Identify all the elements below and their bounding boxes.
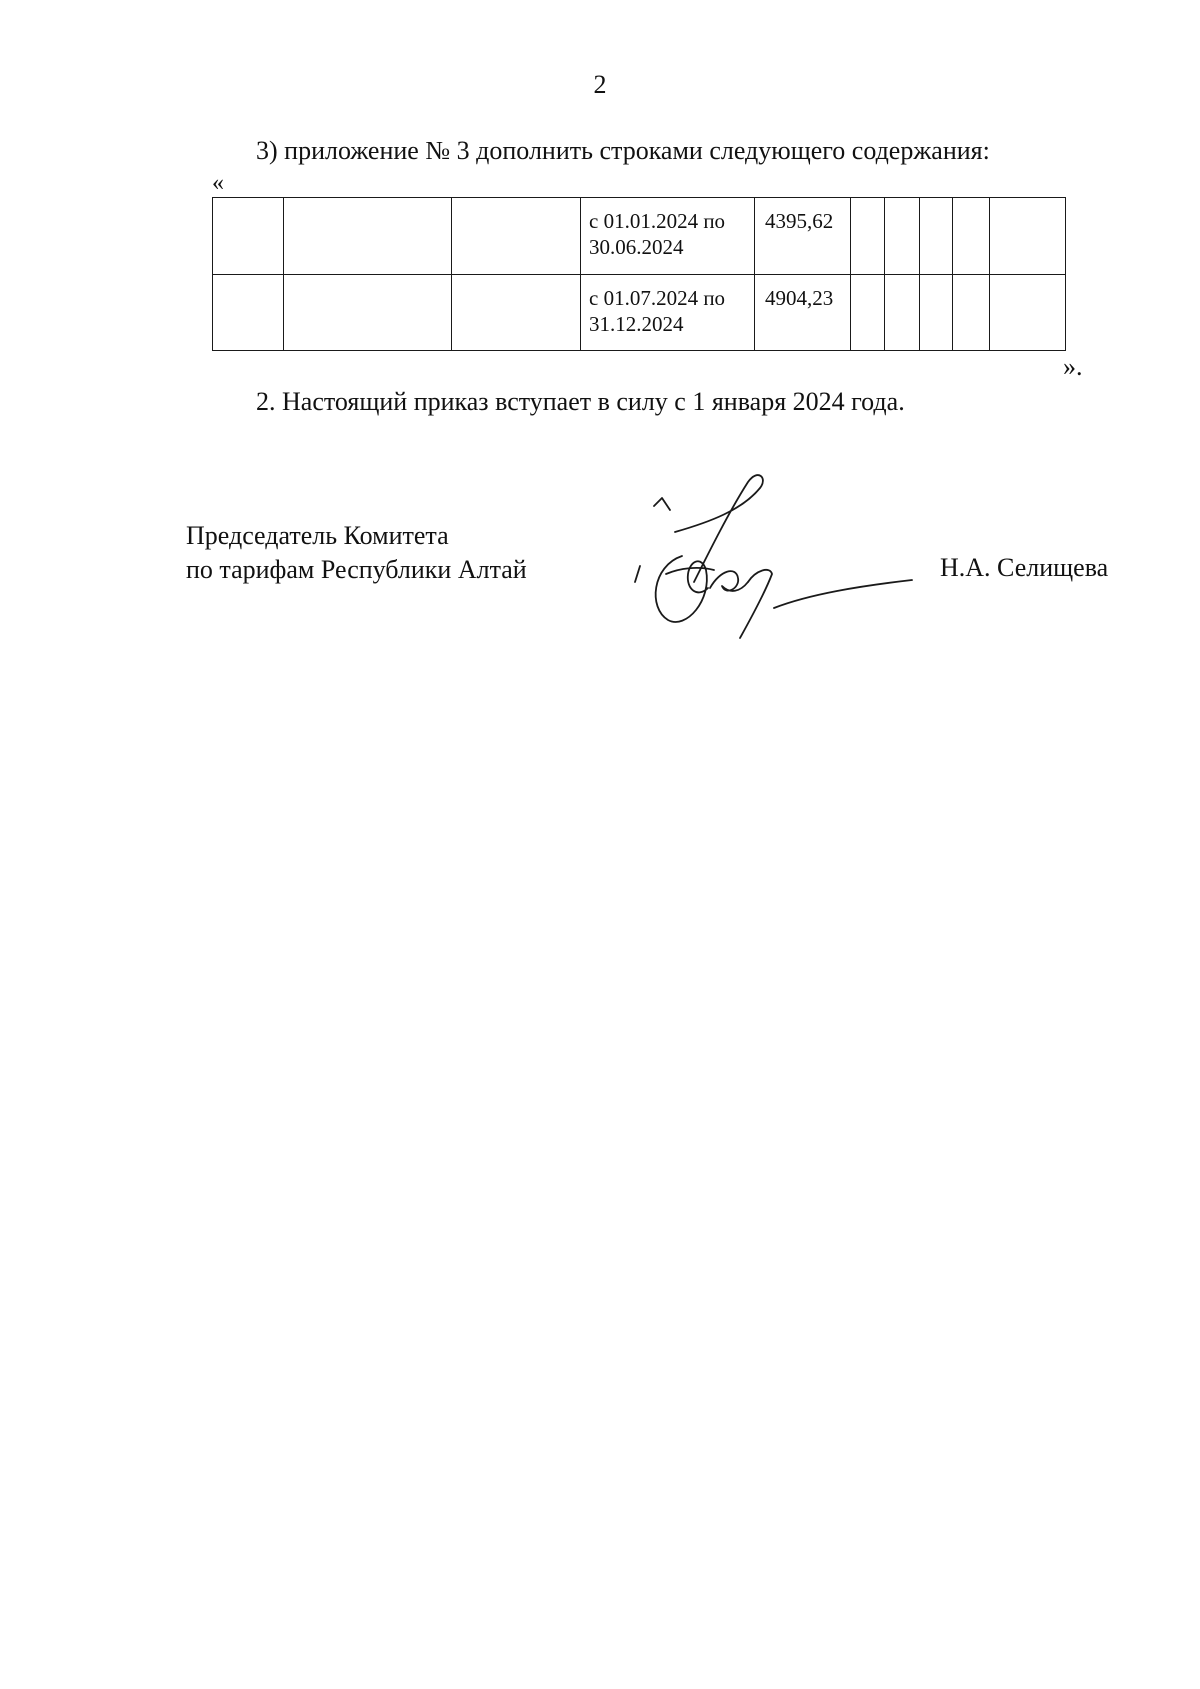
table-cell-empty xyxy=(885,274,920,351)
table-cell-empty xyxy=(851,274,885,351)
period-cell xyxy=(581,198,755,275)
table-cell-empty xyxy=(920,198,953,275)
period-cell xyxy=(581,274,755,351)
period-start: с 01.07.2024 по xyxy=(589,285,726,310)
signer-name: Н.А. Селищева xyxy=(940,553,1109,582)
table-cell-empty xyxy=(953,274,990,351)
tariff-value: 4904,23 xyxy=(755,274,851,351)
table-cell-empty xyxy=(452,274,581,351)
open-quote: « xyxy=(212,170,224,196)
table-cell-empty xyxy=(452,198,581,275)
close-quote: ». xyxy=(1063,352,1083,381)
amendment-intro: 3) приложение № 3 дополнить строками следующего содержания: xyxy=(256,136,990,165)
table-cell-empty xyxy=(920,274,953,351)
effective-date-paragraph: 2. Настоящий приказ вступает в силу с 1 января 2024 года. xyxy=(256,387,905,416)
period-start: с 01.01.2024 по xyxy=(589,209,726,233)
table-row xyxy=(213,198,1066,275)
signer-position xyxy=(186,519,527,587)
table-cell-empty xyxy=(990,274,1066,351)
table-cell-empty xyxy=(284,198,452,275)
page-number: 2 xyxy=(593,70,607,99)
table-row xyxy=(213,274,1066,351)
table-cell-empty xyxy=(213,198,284,275)
signer-position-line2: по тарифам Республики Алтай xyxy=(186,555,527,584)
table-cell-empty xyxy=(990,198,1066,275)
table-cell-empty xyxy=(213,274,284,351)
amendment-table xyxy=(212,197,1066,351)
period-end: 30.06.2024 xyxy=(589,235,684,259)
table-cell-empty xyxy=(851,198,885,275)
period-end: 31.12.2024 xyxy=(589,311,684,336)
table-cell-empty xyxy=(885,198,920,275)
table-cell-empty xyxy=(284,274,452,351)
signer-position-line1: Председатель Комитета xyxy=(186,521,449,550)
handwritten-signature-icon xyxy=(630,470,950,660)
tariff-value: 4395,62 xyxy=(755,198,851,275)
table-cell-empty xyxy=(953,198,990,275)
